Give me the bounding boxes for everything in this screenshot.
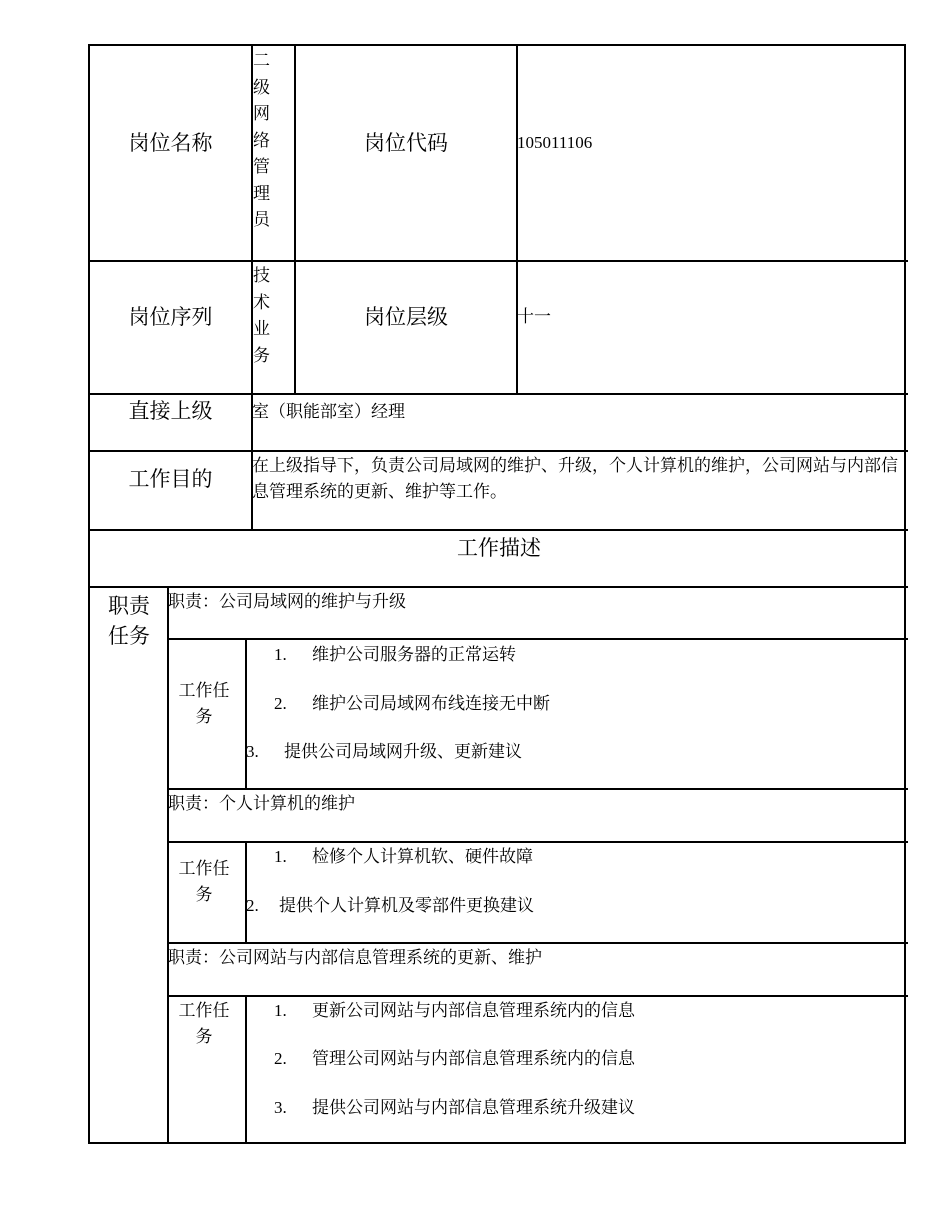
row-divider [167,638,908,640]
work-description-title: 工作描述 [457,536,541,560]
duty-column-label: 职责任务 [108,594,150,648]
column-divider [245,995,247,1144]
task-label: 工作任务 [178,681,230,726]
task-text: 提供公司局域网升级、更新建议 [284,742,522,761]
task-text: 提供个人计算机及零部件更换建议 [279,896,534,915]
duty-title: 职责：公司网站与内部信息管理系统的更新、维护 [168,948,542,967]
duty-title: 职责：个人计算机的维护 [168,794,355,813]
row-divider [90,450,908,452]
column-divider [245,638,247,788]
row-divider [167,942,908,944]
task-label: 工作任务 [178,1001,230,1046]
task-number: 1. [274,645,287,664]
row-divider [167,995,908,997]
row-divider [167,841,908,843]
task-number: 2. [274,694,287,713]
supervisor-label: 直接上级 [128,399,213,423]
level-label: 岗位层级 [364,305,448,329]
position-name-value: 二级网络管理员 [253,51,270,229]
purpose-value: 在上级指导下，负责公司局域网的维护、升级，个人计算机的维护，公司网站与内部信息管理系统的更新、维护等工作。 [252,456,898,501]
task-text: 提供公司网站与内部信息管理系统升级建议 [312,1098,635,1117]
row-divider [90,586,908,588]
level-value: 十一 [517,307,551,326]
position-name-label: 岗位名称 [128,131,213,155]
task-number: 2. [274,1049,287,1068]
task-number: 3. [246,742,259,761]
task-text: 检修个人计算机软、硬件故障 [312,847,533,866]
task-number: 1. [274,847,287,866]
task-number: 1. [274,1001,287,1020]
row-divider [90,393,908,395]
column-divider [516,46,518,393]
task-text: 维护公司服务器的正常运转 [312,645,516,664]
row-divider [167,788,908,790]
task-text: 管理公司网站与内部信息管理系统内的信息 [312,1049,635,1068]
column-divider [245,841,247,942]
sequence-label: 岗位序列 [128,305,213,329]
task-text: 维护公司局域网布线连接无中断 [312,694,550,713]
supervisor-value: 室（职能部室）经理 [252,402,405,421]
task-label: 工作任务 [178,859,230,904]
task-number: 2. [246,896,259,915]
position-code-value: 105011106 [517,133,593,152]
column-divider [167,586,169,1144]
row-divider [90,260,908,262]
position-code-label: 岗位代码 [364,131,448,155]
task-number: 3. [274,1098,287,1117]
sequence-value: 技术业务 [253,266,270,365]
task-text: 更新公司网站与内部信息管理系统内的信息 [312,1001,635,1020]
row-divider [90,529,908,531]
job-description-table [88,44,906,1144]
column-divider [294,46,296,393]
purpose-label: 工作目的 [128,467,213,491]
duty-title: 职责：公司局域网的维护与升级 [168,592,406,611]
